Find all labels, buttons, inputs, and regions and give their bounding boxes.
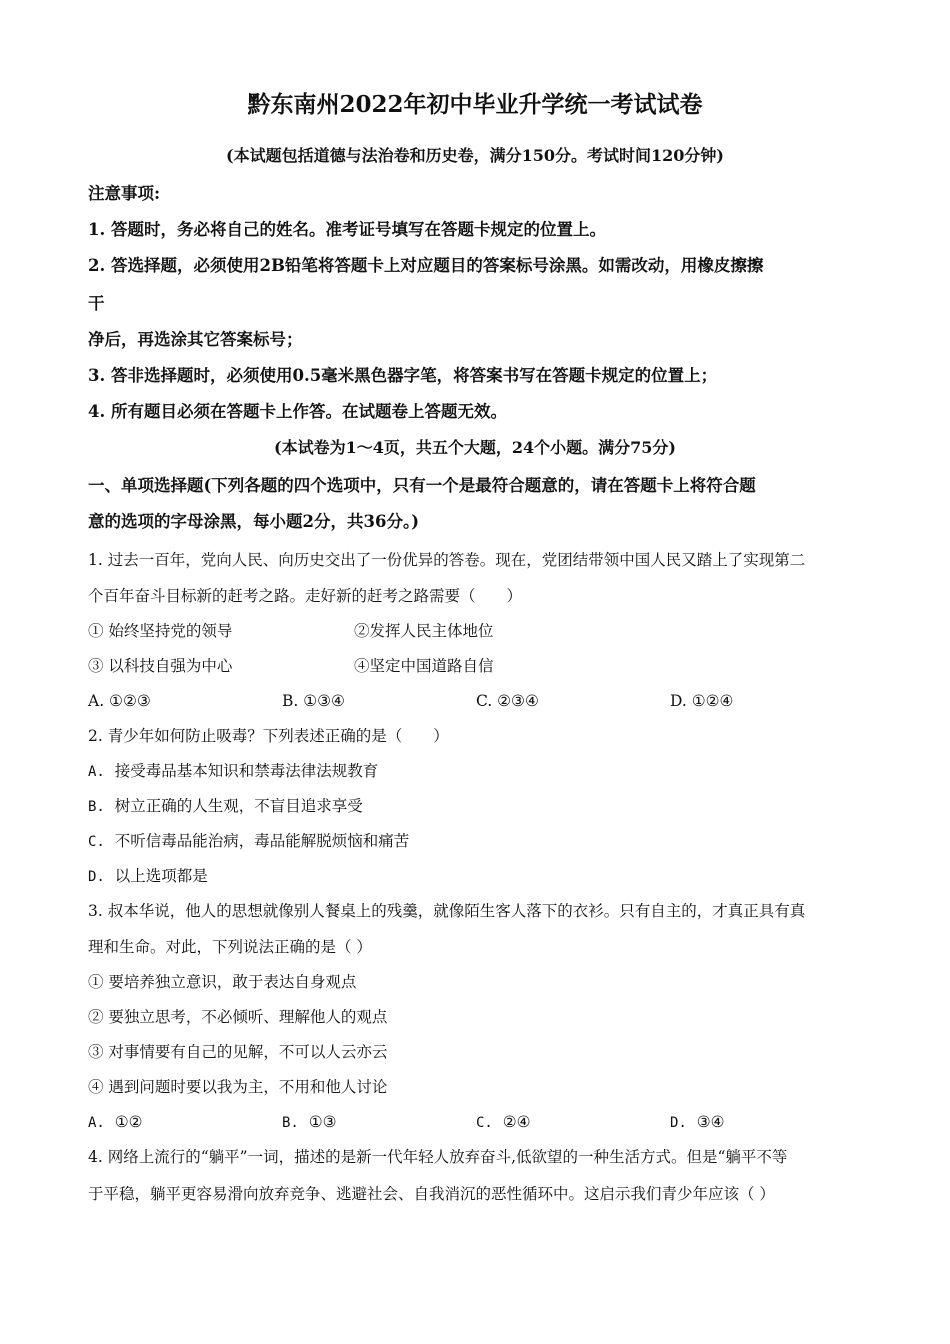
q1-option-b: B. ①③④ [282,692,345,710]
notice-item-2-line-3: 净后，再选涂其它答案标号； [88,330,303,349]
page-title: 黔东南州2022年初中毕业升学统一考试试卷 [247,91,703,118]
notice-item-3: 3. 答非选择题时，必须使用0.5毫米黑色器字笔，将答案书写在答题卡规定的位置上； [88,366,718,385]
q1-option-c: C. ②③④ [476,692,539,710]
q1-stem-line-2: 个百年奋斗目标新的赶考之路。走好新的赶考之路需要（ ） [88,587,523,605]
q3-option-b [282,1112,337,1133]
q1-stem-line-1: 1. 过去一百年，党向人民、向历史交出了一份优异的答卷。现在，党团结带领中国人民又踏上了实现第二 [88,551,806,569]
q3-option-b-letter: B. [282,1115,299,1131]
notice-heading: 注意事项: [88,184,161,203]
q1-option-a: A. ①②③ [88,692,151,710]
q3-statement-1: ① 要培养独立意识，敢于表达自身观点 [88,973,357,991]
q3-statement-3: ③ 对事情要有自己的见解，不可以人云亦云 [88,1043,388,1061]
q3-option-a-text: ①② [114,1113,143,1131]
q2-option-b-text: 树立正确的人生观，不盲目追求享受 [114,797,363,815]
q1-statement-3: ③ 以科技自强为中心 [88,657,233,675]
notice-item-2-line-2: 干 [88,294,105,313]
q2-option-b-letter: B. [88,799,105,815]
q3-option-a-letter: A. [88,1115,105,1131]
q2-option-c [88,831,868,852]
q3-option-a [88,1112,143,1133]
notice-item-1: 1. 答题时，务必将自己的姓名。准考证号填写在答题卡规定的位置上。 [88,220,606,239]
q3-option-c-text: ②④ [502,1113,531,1131]
q3-statement-4: ④ 遇到问题时要以我为主，不用和他人讨论 [88,1078,388,1096]
q1-statement-1: ① 始终坚持党的领导 [88,622,233,640]
q2-option-c-letter: C. [88,834,105,850]
q1-statement-4: ④坚定中国道路自信 [354,657,494,675]
q3-stem-line-1: 3. 叔本华说，他人的思想就像别人餐桌上的残羹，就像陌生客人落下的衣衫。只有自主的，才真正具有真 [88,902,806,920]
q3-option-b-text: ①③ [308,1113,337,1131]
q3-option-d [670,1112,725,1133]
q3-stem-line-2: 理和生命。对此，下列说法正确的是（ ） [88,938,372,956]
q3-statement-2: ② 要独立思考，不必倾听、理解他人的观点 [88,1008,388,1026]
q2-option-a-text: 接受毒品基本知识和禁毒法律法规教育 [114,762,379,780]
q2-option-b [88,796,868,817]
q3-option-c [476,1112,531,1133]
page-subtitle: (本试题包括道德与法治卷和历史卷，满分150分。考试时间120分钟) [226,146,724,165]
paper-info: (本试卷为1～4页，共五个大题，24个小题。满分75分) [274,438,676,457]
notice-item-4: 4. 所有题目必须在答题卡上作答。在试题卷上答题无效。 [88,402,507,421]
q2-option-a [88,761,868,782]
q3-option-d-letter: D. [670,1115,687,1131]
section-1-heading-line-1: 一、单项选择题(下列各题的四个选项中，只有一个是最符合题意的，请在答题卡上将符合题 [88,476,756,495]
q2-option-c-text: 不听信毒品能治病，毒品能解脱烦恼和痛苦 [114,832,410,850]
q2-stem: 2. 青少年如何防止吸毒？下列表述正确的是（ ） [88,727,449,745]
q4-stem-line-2: 于平稳，躺平更容易滑向放弃竞争、逃避社会、自我消沉的恶性循环中。这启示我们青少年应该（ ） [88,1185,775,1203]
q1-option-d: D. ①②④ [670,692,734,710]
q3-option-c-letter: C. [476,1115,493,1131]
notice-item-2-line-1: 2. 答选择题，必须使用2B铅笔将答题卡上对应题目的答案标号涂黑。如需改动，用橡皮擦擦 [88,256,764,275]
q2-option-d [88,866,868,887]
q2-option-a-letter: A. [88,764,105,780]
q4-stem-line-1: 4. 网络上流行的“躺平”一词，描述的是新一代年轻人放弃奋斗,低欲望的一种生活方式。但是“躺平不等 [88,1148,788,1166]
q3-option-d-text: ③④ [696,1113,725,1131]
q1-statement-2: ②发挥人民主体地位 [354,622,494,640]
section-1-heading-line-2: 意的选项的字母涂黑，每小题2分，共36分。) [88,512,419,531]
q2-option-d-letter: D. [88,869,105,885]
q2-option-d-text: 以上选项都是 [114,867,208,885]
